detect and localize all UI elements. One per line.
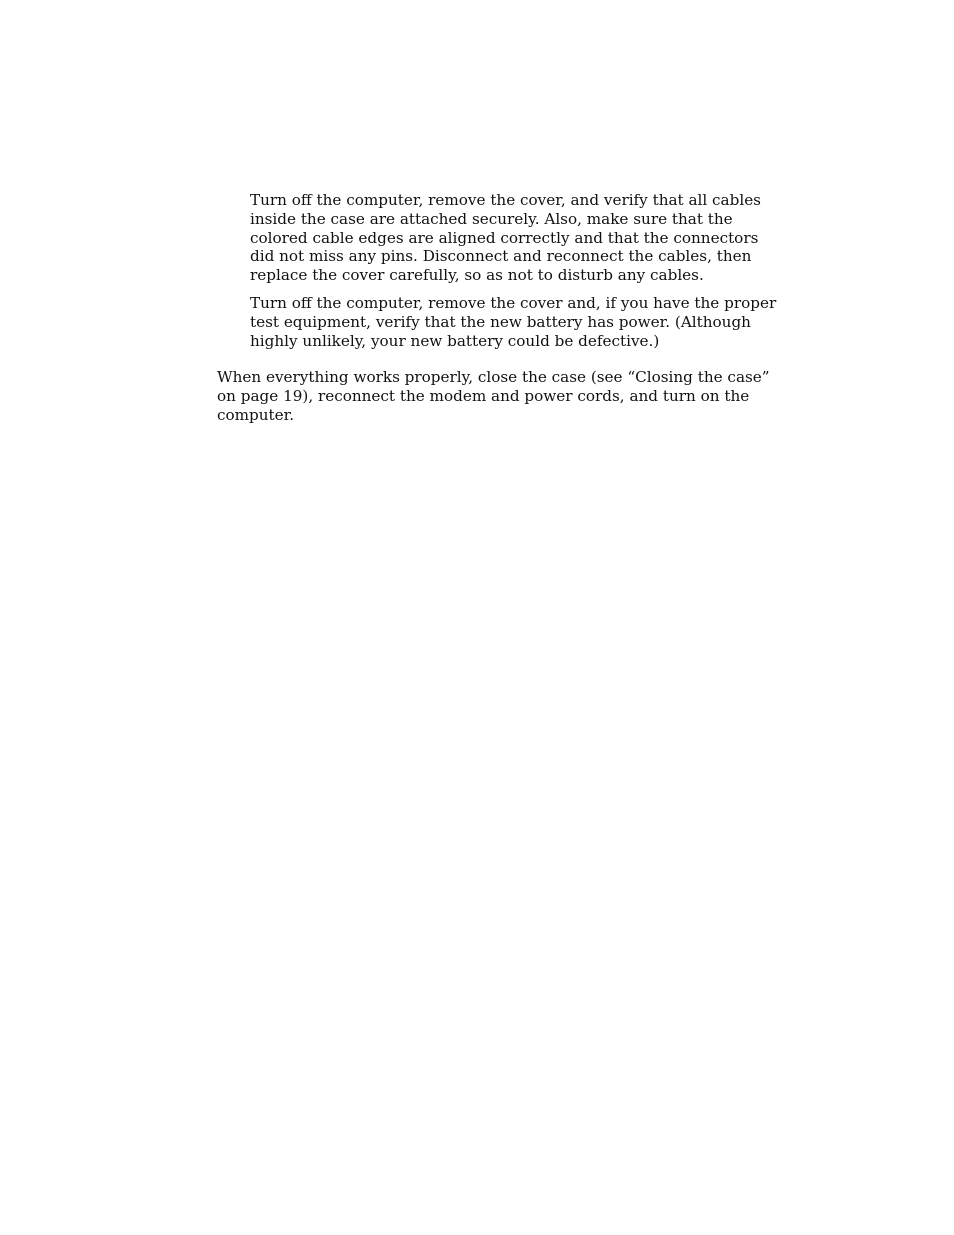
troubleshooting-step-check-cables: Turn off the computer, remove the cover, and verify that all cables inside the case are attached securely. Also, make sure that the colored cable edges are aligned correctly and that the connectors did not miss any pins. Disconnect and reconnect the cables, then replace the cover carefully, so as not to disturb any cables. <box>250 191 761 285</box>
troubleshooting-step-check-battery: Turn off the computer, remove the cover and, if you have the proper test equipment, verify that the new battery has power. (Although highly unlikely, your new battery could be defective.) <box>250 294 777 350</box>
closing-instructions: When everything works properly, close the case (see “Closing the case” on page 19), reconnect the modem and power cords, and turn on the computer. <box>217 368 770 424</box>
